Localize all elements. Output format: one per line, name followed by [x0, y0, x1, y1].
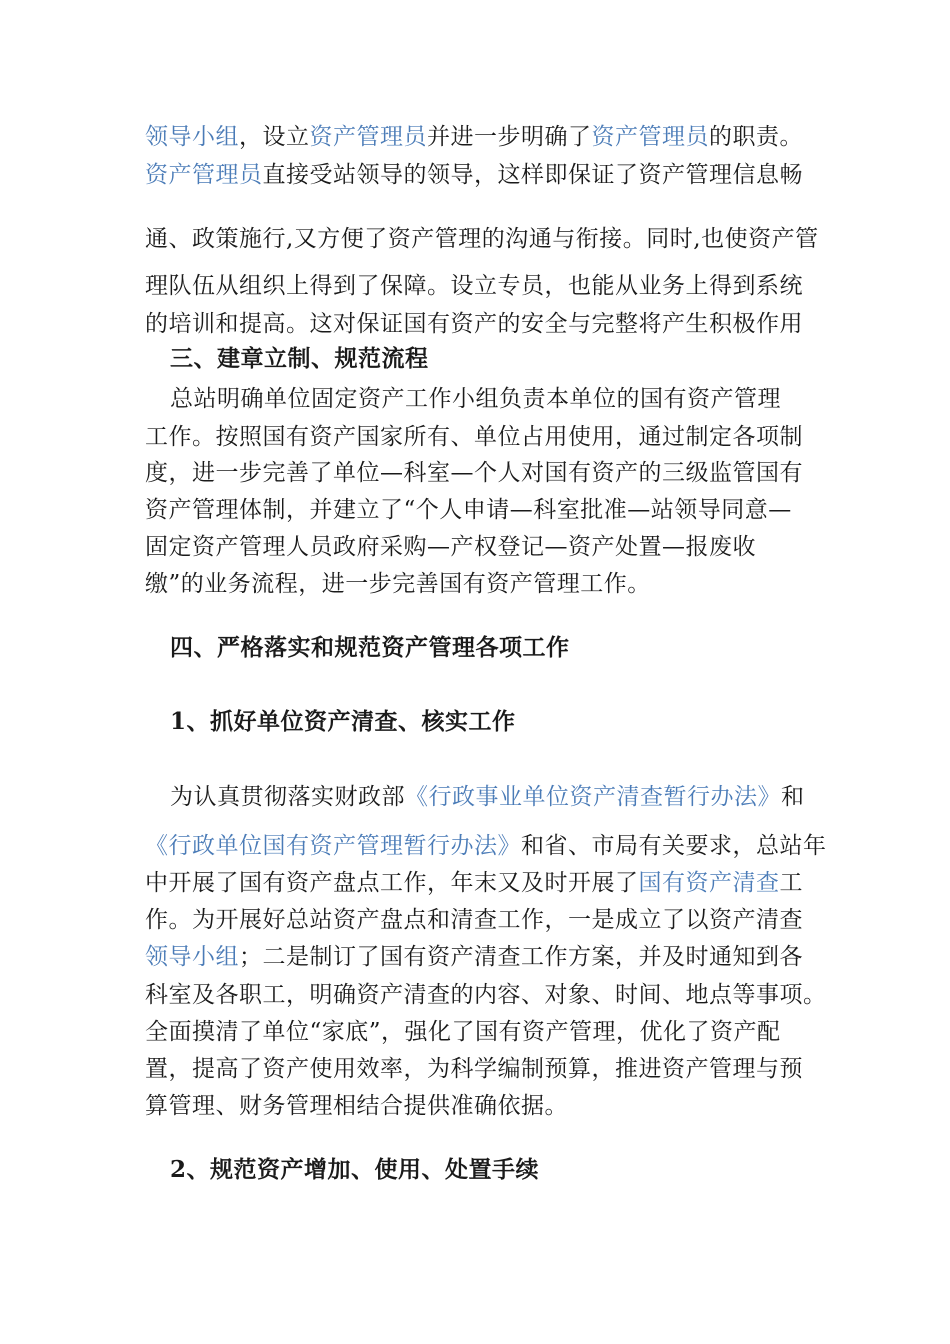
- paragraph-line: 置，提高了资产使用效率，为科学编制预算，推进资产管理与预: [145, 1056, 803, 1082]
- paragraph-line: 度，进一步完善了单位—科室—个人对国有资产的三级监管国有: [145, 460, 803, 486]
- paragraph-line: [145, 122, 815, 152]
- subsection-heading-1: 1、抓好单位资产清查、核实工作: [170, 708, 516, 735]
- paragraph-line: 科室及各职工，明确资产清查的内容、对象、时间、地点等事项。: [145, 982, 827, 1008]
- link-leading-group[interactable]: 领导小组: [145, 944, 239, 970]
- subsection-heading-2: 2、规范资产增加、使用、处置手续: [170, 1156, 540, 1183]
- paragraph-line: 资产管理体制，并建立了“个人申请—科室批准—站领导同意—: [145, 497, 792, 523]
- link-regulation-management[interactable]: 《行政单位国有资产管理暂行办法》: [145, 833, 521, 859]
- link-regulation-clearance[interactable]: 《行政事业单位资产清查暂行办法》: [405, 784, 781, 810]
- paragraph-line: 的培训和提高。这对保证国有资产的安全与完整将产生积极作用: [145, 311, 803, 337]
- text: 直接受站领导的领导，这样即保证了资产管理信息畅: [262, 162, 803, 188]
- link-asset-clearance[interactable]: 国有资产清查: [638, 870, 780, 896]
- text: 并进一步明确了: [427, 124, 592, 150]
- link-asset-manager[interactable]: 资产管理员: [591, 124, 709, 150]
- section-heading-4: 四、严格落实和规范资产管理各项工作: [170, 634, 570, 661]
- paragraph-line: [145, 942, 815, 972]
- paragraph-line: [145, 831, 827, 861]
- text: 中开展了国有资产盘点工作，年末又及时开展了: [145, 870, 639, 896]
- paragraph-line: 理队伍从组织上得到了保障。设立专员，也能从业务上得到系统: [145, 273, 803, 299]
- paragraph-line: 总站明确单位固定资产工作小组负责本单位的国有资产管理: [170, 386, 781, 412]
- text: ；二是制订了国有资产清查工作方案，并及时通知到各: [239, 944, 803, 970]
- text: 的职责。: [709, 124, 803, 150]
- paragraph-line: 作。为开展好总站资产盘点和清查工作，一是成立了以资产清查: [145, 907, 803, 933]
- link-asset-manager[interactable]: 资产管理员: [309, 124, 427, 150]
- paragraph-line: 算管理、财务管理相结合提供准确依据。: [145, 1093, 568, 1119]
- section-heading-3: 三、建章立制、规范流程: [170, 345, 429, 372]
- paragraph-line: [170, 782, 815, 812]
- paragraph-line: [145, 160, 815, 190]
- paragraph-line: 全面摸清了单位“家底”，强化了国有资产管理，优化了资产配: [145, 1019, 781, 1045]
- paragraph-line: 缴”的业务流程，进一步完善国有资产管理工作。: [145, 571, 651, 597]
- text: ，设立: [239, 124, 310, 150]
- paragraph-line: 固定资产管理人员政府采购—产权登记—资产处置—报废收: [145, 534, 756, 560]
- link-leading-group[interactable]: 领导小组: [145, 124, 239, 150]
- link-asset-manager[interactable]: 资产管理员: [145, 162, 263, 188]
- text: 和: [781, 784, 805, 810]
- text: 和省、市局有关要求，总站年: [521, 833, 827, 859]
- paragraph-line: [145, 868, 815, 898]
- paragraph-line: 通、政策施行,又方便了资产管理的沟通与衔接。同时,也使资产管: [145, 226, 819, 252]
- text: 为认真贯彻落实财政部: [170, 784, 405, 810]
- text: 工: [779, 870, 803, 896]
- paragraph-line: 工作。按照国有资产国家所有、单位占用使用，通过制定各项制: [145, 424, 803, 450]
